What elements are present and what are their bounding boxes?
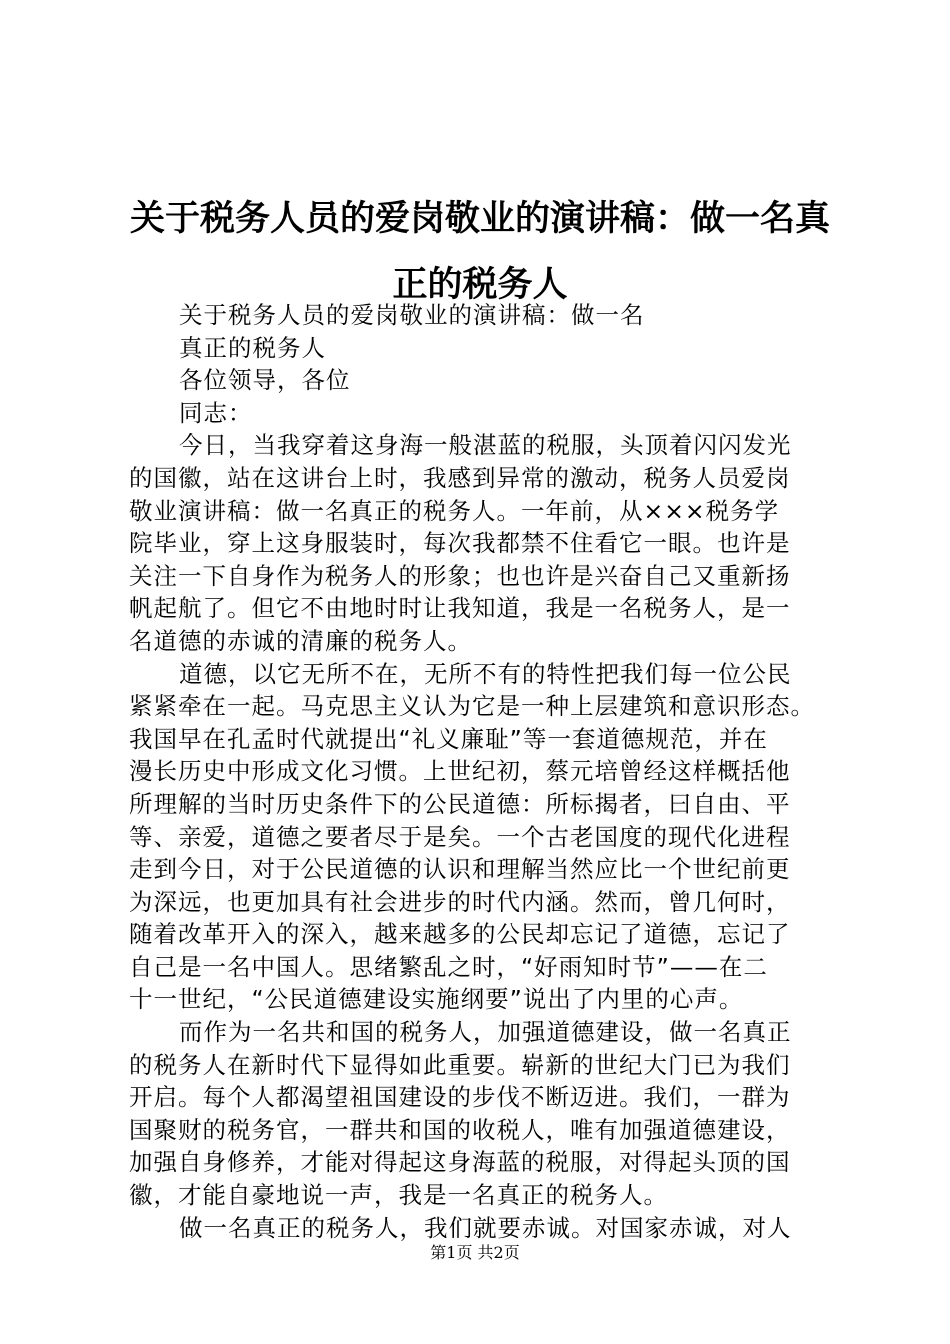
body-line: 为深远，也更加具有社会进步的时代内涵。然而，曾几何时， xyxy=(129,887,791,916)
title-line: 关于税务人员的爱岗敬业的演讲稿：做一名真 xyxy=(129,198,830,239)
document-body xyxy=(129,299,849,1244)
body-line: 所理解的当时历史条件下的公民道德：所标揭者，曰自由、平 xyxy=(129,789,791,818)
body-line: 关于税务人员的爱岗敬业的演讲稿：做一名 xyxy=(179,301,645,329)
body-line: 院毕业，穿上这身服装时，每次我都禁不住看它一眼。也许是 xyxy=(129,529,791,558)
body-line: 随着改革开入的深入，越来越多的公民却忘记了道德，忘记了 xyxy=(129,920,791,949)
body-line: 名道德的赤诚的清廉的税务人。 xyxy=(129,626,472,655)
body-line: 十一世纪，“公民道德建设实施纲要”说出了内里的心声。 xyxy=(129,985,744,1014)
title-line: 正的税务人 xyxy=(392,264,568,305)
body-line: 徽，才能自豪地说一声，我是一名真正的税务人。 xyxy=(129,1181,668,1210)
body-line: 做一名真正的税务人，我们就要赤诚。对国家赤诚，对人 xyxy=(179,1213,792,1242)
body-line: 自己是一名中国人。思绪繁乱之时，“好雨知时节”——在二 xyxy=(129,952,768,981)
body-line: 开启。每个人都渴望祖国建设的步伐不断迈进。我们，一群为 xyxy=(129,1083,791,1112)
body-line: 而作为一名共和国的税务人，加强道德建设，做一名真正 xyxy=(179,1018,792,1047)
body-line: 各位领导，各位 xyxy=(179,366,351,395)
body-line: 国聚财的税务官，一群共和国的收税人，唯有加强道德建设， xyxy=(129,1115,791,1144)
body-line: 漫长历史中形成文化习惯。上世纪初，蔡元培曾经这样概括他 xyxy=(129,757,791,786)
body-line: 的税务人在新时代下显得如此重要。崭新的世纪大门已为我们 xyxy=(129,1050,791,1079)
body-line: 真正的税务人 xyxy=(179,333,326,362)
body-line: 同志： xyxy=(179,398,253,427)
body-line: 加强自身修养，才能对得起这身海蓝的税服，对得起头顶的国 xyxy=(129,1148,791,1177)
body-line: 关注一下自身作为税务人的形象；也也许是兴奋自己又重新扬 xyxy=(129,561,791,590)
body-line: 敬业演讲稿：做一名真正的税务人。一年前，从×××税务学 xyxy=(129,496,780,525)
body-line: 道德，以它无所不在，无所不有的特性把我们每一位公民 xyxy=(179,659,792,688)
body-line: 我国早在孔孟时代就提出“礼义廉耻”等一套道德规范，并在 xyxy=(129,724,768,753)
body-line: 的国徽，站在这讲台上时，我感到异常的激动，税务人员爱岗 xyxy=(129,463,791,492)
body-line: 走到今日，对于公民道德的认识和理解当然应比一个世纪前更 xyxy=(129,855,791,884)
page-footer: 第1页 共2页 xyxy=(430,1243,520,1262)
body-line: 等、亲爱，道德之要者尽于是矣。一个古老国度的现代化进程 xyxy=(129,822,791,851)
body-line: 紧紧牵在一起。马克思主义认为它是一种上层建筑和意识形态。 xyxy=(129,692,815,721)
body-line: 帆起航了。但它不由地时时让我知道，我是一名税务人，是一 xyxy=(129,594,791,623)
body-line: 今日，当我穿着这身海一般湛蓝的税服，头顶着闪闪发光 xyxy=(179,431,792,460)
